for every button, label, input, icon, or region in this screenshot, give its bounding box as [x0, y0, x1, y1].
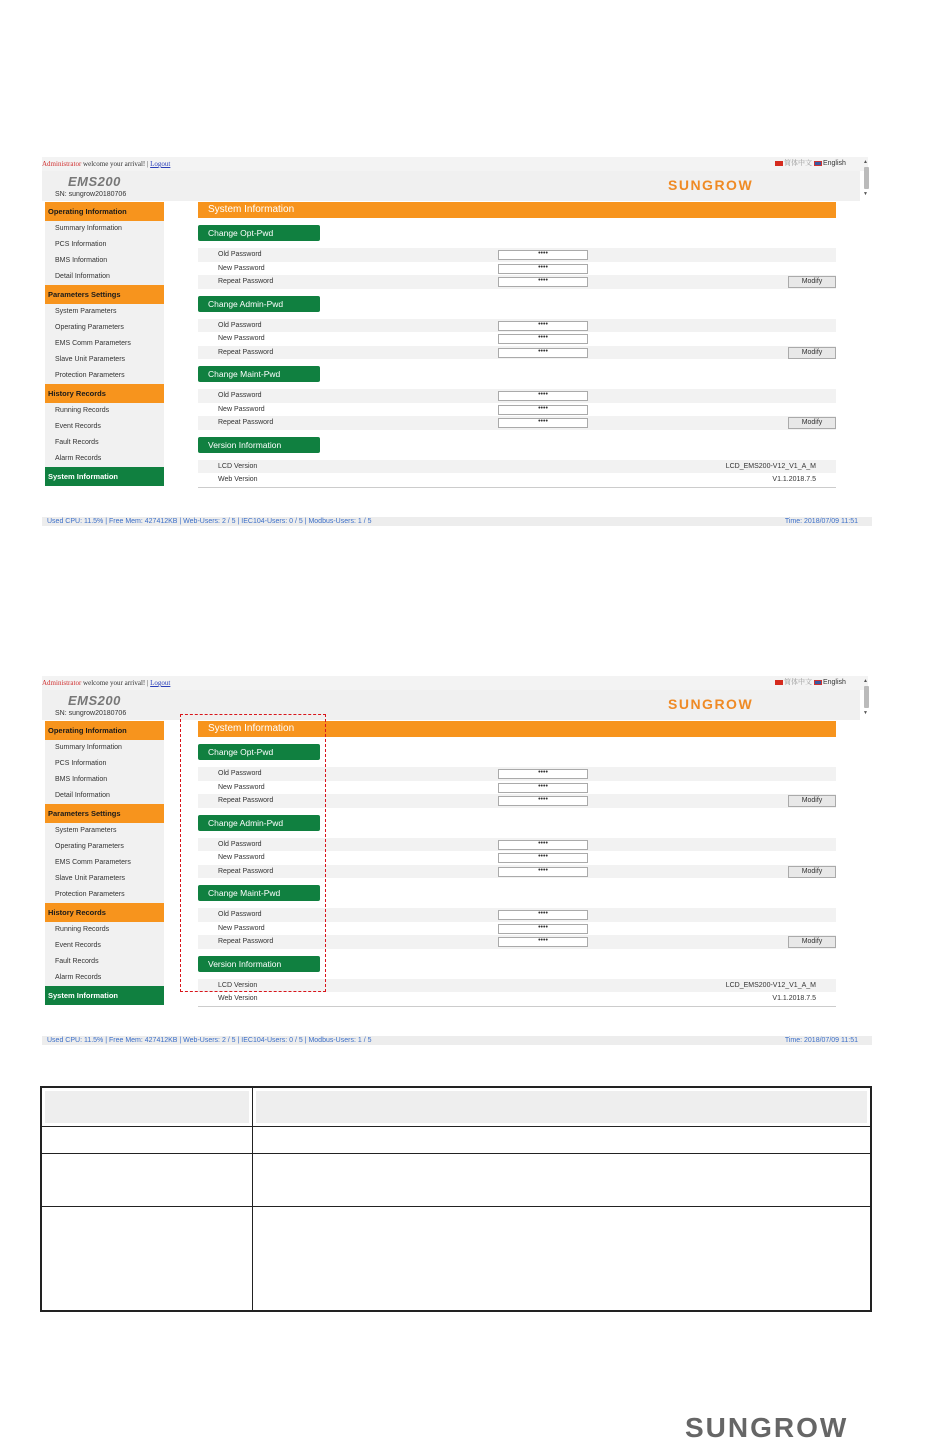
sungrow-logo: SUNGROW: [668, 696, 754, 712]
new-password-input[interactable]: ••••: [498, 924, 588, 934]
menu-slave-unit-parameters[interactable]: Slave Unit Parameters: [45, 352, 164, 368]
change-maint-pwd-button[interactable]: Change Maint-Pwd: [198, 366, 320, 382]
admin-user-label: Administrator: [42, 160, 82, 168]
repeat-password-label: Repeat Password: [218, 419, 274, 426]
new-password-label: New Password: [218, 264, 265, 272]
scrollbar[interactable]: [863, 678, 870, 718]
menu-operating-parameters[interactable]: Operating Parameters: [45, 839, 164, 855]
admin-user-label: Administrator: [42, 679, 82, 687]
old-password-input[interactable]: ••••: [498, 391, 588, 401]
china-flag-icon: [775, 161, 783, 166]
change-opt-pwd-button[interactable]: Change Opt-Pwd: [198, 225, 320, 241]
language-switch: [775, 678, 846, 687]
sidebar: [45, 202, 164, 486]
new-password-label: New Password: [218, 854, 265, 861]
repeat-password-label: Repeat Password: [218, 867, 274, 875]
old-password-label: Old Password: [218, 392, 262, 399]
menu-fault-records[interactable]: Fault Records: [45, 435, 164, 451]
web-version-label: Web Version: [218, 995, 258, 1002]
menu-slave-unit-parameters[interactable]: Slave Unit Parameters: [45, 871, 164, 887]
screenshot-1: [42, 157, 872, 529]
page-title: System Information: [198, 202, 836, 218]
table-row: [41, 1127, 871, 1154]
new-password-input[interactable]: ••••: [498, 853, 588, 863]
menu-ems-comm-parameters[interactable]: EMS Comm Parameters: [45, 855, 164, 871]
header: [42, 690, 860, 720]
menu-history-records[interactable]: History Records: [45, 903, 164, 922]
old-password-label: Old Password: [218, 840, 262, 848]
form-row: [198, 389, 836, 403]
menu-pcs-information[interactable]: PCS Information: [45, 756, 164, 772]
logout-link[interactable]: Logout: [150, 160, 171, 168]
menu-bms-information[interactable]: BMS Information: [45, 253, 164, 269]
uk-flag-icon: [814, 161, 822, 166]
status-bar: [42, 1036, 872, 1045]
modify-button[interactable]: Modify: [788, 936, 836, 948]
scrollbar[interactable]: [863, 159, 870, 199]
device-title: EMS200: [68, 174, 121, 189]
menu-operating-information[interactable]: Operating Information: [45, 202, 164, 221]
scroll-down-icon[interactable]: ▼: [863, 710, 868, 716]
modify-button[interactable]: Modify: [788, 795, 836, 807]
scroll-down-icon[interactable]: ▼: [863, 191, 868, 197]
change-opt-pwd-button[interactable]: Change Opt-Pwd: [198, 744, 320, 760]
menu-pcs-information[interactable]: PCS Information: [45, 237, 164, 253]
new-password-input[interactable]: ••••: [498, 264, 588, 274]
table-header-cell: [253, 1087, 872, 1127]
menu-event-records[interactable]: Event Records: [45, 419, 164, 435]
menu-bms-information[interactable]: BMS Information: [45, 772, 164, 788]
separator: |: [145, 160, 151, 168]
old-password-input[interactable]: ••••: [498, 250, 588, 260]
welcome-text: welcome your arrival!: [81, 160, 146, 168]
language-switch: [775, 159, 846, 168]
repeat-password-input[interactable]: ••••: [498, 348, 588, 358]
old-password-label: Old Password: [218, 321, 262, 329]
old-password-input[interactable]: ••••: [498, 321, 588, 331]
menu-alarm-records[interactable]: Alarm Records: [45, 451, 164, 467]
new-password-label: New Password: [218, 405, 265, 413]
web-version-value: V1.1.2018.7.5: [772, 476, 816, 483]
form-row: [198, 346, 836, 360]
lcd-version-label: LCD Version: [218, 462, 258, 470]
system-usage-text: Used CPU: 11.5% | Free Mem: 427412KB | Web-Users: 2 / 5 | IEC104-Users: 0 / 5 | Modbus-Users: 1 / 5: [47, 518, 372, 525]
repeat-password-input[interactable]: ••••: [498, 867, 588, 877]
status-time: Time: 2018/07/09 11:51: [784, 1037, 858, 1044]
table-row: [41, 1154, 871, 1207]
menu-parameters-settings[interactable]: Parameters Settings: [45, 804, 164, 823]
repeat-password-label: Repeat Password: [218, 278, 274, 285]
new-password-label: New Password: [218, 783, 265, 791]
old-password-input[interactable]: ••••: [498, 840, 588, 850]
change-admin-pwd-button[interactable]: Change Admin-Pwd: [198, 296, 320, 312]
form-row: [198, 403, 836, 417]
top-bar: [42, 676, 868, 690]
modify-button[interactable]: Modify: [788, 417, 836, 429]
menu-system-parameters[interactable]: System Parameters: [45, 823, 164, 839]
old-password-input[interactable]: ••••: [498, 769, 588, 779]
modify-button[interactable]: Modify: [788, 347, 836, 359]
sidebar: [45, 721, 164, 1005]
lcd-version-label: LCD Version: [218, 981, 258, 989]
status-time: Time: 2018/07/09 11:51: [784, 518, 858, 525]
menu-summary-information[interactable]: Summary Information: [45, 221, 164, 237]
menu-protection-parameters[interactable]: Protection Parameters: [45, 368, 164, 384]
table-cell: [253, 1127, 872, 1154]
lang-english-link[interactable]: English: [822, 160, 846, 167]
version-information-button[interactable]: Version Information: [198, 437, 320, 453]
lang-chinese-link[interactable]: 简体中文: [784, 160, 812, 167]
change-admin-pwd-button[interactable]: Change Admin-Pwd: [198, 815, 320, 831]
version-row: [198, 473, 836, 488]
form-row: [198, 416, 836, 430]
welcome-text: welcome your arrival!: [81, 679, 146, 687]
new-password-label: New Password: [218, 924, 265, 932]
repeat-password-input[interactable]: ••••: [498, 277, 588, 287]
form-row: [198, 332, 836, 346]
page-title: System Information: [198, 721, 836, 737]
modify-button[interactable]: Modify: [788, 276, 836, 288]
device-title: EMS200: [68, 693, 121, 708]
form-row: [198, 319, 836, 333]
header: [42, 171, 860, 201]
serial-number: SN: sungrow20180706: [55, 710, 127, 717]
repeat-password-input[interactable]: ••••: [498, 796, 588, 806]
lcd-version-value: LCD_EMS200-V12_V1_A_M: [725, 462, 816, 470]
old-password-label: Old Password: [218, 770, 262, 777]
new-password-label: New Password: [218, 335, 265, 342]
highlight-box: [180, 714, 326, 992]
change-maint-pwd-button[interactable]: Change Maint-Pwd: [198, 885, 320, 901]
status-bar: [42, 517, 872, 526]
menu-detail-information[interactable]: Detail Information: [45, 269, 164, 285]
old-password-input[interactable]: ••••: [498, 910, 588, 920]
web-version-value: V1.1.2018.7.5: [772, 995, 816, 1002]
lcd-version-value: LCD_EMS200-V12_V1_A_M: [725, 981, 816, 989]
menu-system-parameters[interactable]: System Parameters: [45, 304, 164, 320]
form-row: [198, 275, 836, 289]
table-header-cell: [41, 1087, 253, 1127]
logout-link[interactable]: Logout: [150, 679, 171, 687]
table-cell: [41, 1154, 253, 1207]
modify-button[interactable]: Modify: [788, 866, 836, 878]
repeat-password-label: Repeat Password: [218, 938, 274, 945]
menu-system-information[interactable]: System Information: [45, 986, 164, 1005]
lang-chinese-link[interactable]: 简体中文: [784, 679, 812, 686]
serial-number: SN: sungrow20180706: [55, 191, 127, 198]
table-header-row: [41, 1087, 871, 1127]
system-usage-text: Used CPU: 11.5% | Free Mem: 427412KB | Web-Users: 2 / 5 | IEC104-Users: 0 / 5 | Modbus-Users: 1 / 5: [47, 1037, 372, 1044]
main-panel: [198, 202, 836, 488]
new-password-input[interactable]: ••••: [498, 405, 588, 415]
table-cell: [41, 1207, 253, 1311]
form-row: [198, 262, 836, 276]
menu-event-records[interactable]: Event Records: [45, 938, 164, 954]
menu-alarm-records[interactable]: Alarm Records: [45, 970, 164, 986]
sungrow-logo: SUNGROW: [668, 177, 754, 193]
menu-ems-comm-parameters[interactable]: EMS Comm Parameters: [45, 336, 164, 352]
version-information-button[interactable]: Version Information: [198, 956, 320, 972]
china-flag-icon: [775, 680, 783, 685]
repeat-password-input[interactable]: ••••: [498, 418, 588, 428]
lang-english-link[interactable]: English: [822, 679, 846, 686]
new-password-input[interactable]: ••••: [498, 783, 588, 793]
scroll-up-icon[interactable]: ▲: [863, 159, 868, 165]
menu-fault-records[interactable]: Fault Records: [45, 954, 164, 970]
table-row: [41, 1207, 871, 1311]
new-password-input[interactable]: ••••: [498, 334, 588, 344]
footer-sungrow-logo: SUNGROW: [685, 1412, 849, 1443]
old-password-label: Old Password: [218, 251, 262, 258]
scroll-up-icon[interactable]: ▲: [863, 678, 868, 684]
menu-operating-parameters[interactable]: Operating Parameters: [45, 320, 164, 336]
scroll-thumb[interactable]: [864, 686, 869, 708]
menu-parameters-settings[interactable]: Parameters Settings: [45, 285, 164, 304]
web-version-label: Web Version: [218, 476, 258, 483]
menu-history-records[interactable]: History Records: [45, 384, 164, 403]
uk-flag-icon: [814, 680, 822, 685]
table-cell: [253, 1154, 872, 1207]
separator: |: [145, 679, 151, 687]
version-row: [198, 460, 836, 474]
repeat-password-input[interactable]: ••••: [498, 937, 588, 947]
version-row: [198, 992, 836, 1007]
top-bar: [42, 157, 868, 171]
repeat-password-label: Repeat Password: [218, 348, 274, 356]
form-row: [198, 248, 836, 262]
table-cell: [41, 1127, 253, 1154]
menu-protection-parameters[interactable]: Protection Parameters: [45, 887, 164, 903]
screenshot-2: [42, 676, 872, 1048]
menu-running-records[interactable]: Running Records: [45, 922, 164, 938]
menu-running-records[interactable]: Running Records: [45, 403, 164, 419]
old-password-label: Old Password: [218, 911, 262, 918]
table-cell: [253, 1207, 872, 1311]
parameter-table: [40, 1086, 872, 1312]
repeat-password-label: Repeat Password: [218, 797, 274, 804]
scroll-thumb[interactable]: [864, 167, 869, 189]
menu-summary-information[interactable]: Summary Information: [45, 740, 164, 756]
menu-operating-information[interactable]: Operating Information: [45, 721, 164, 740]
menu-system-information[interactable]: System Information: [45, 467, 164, 486]
menu-detail-information[interactable]: Detail Information: [45, 788, 164, 804]
